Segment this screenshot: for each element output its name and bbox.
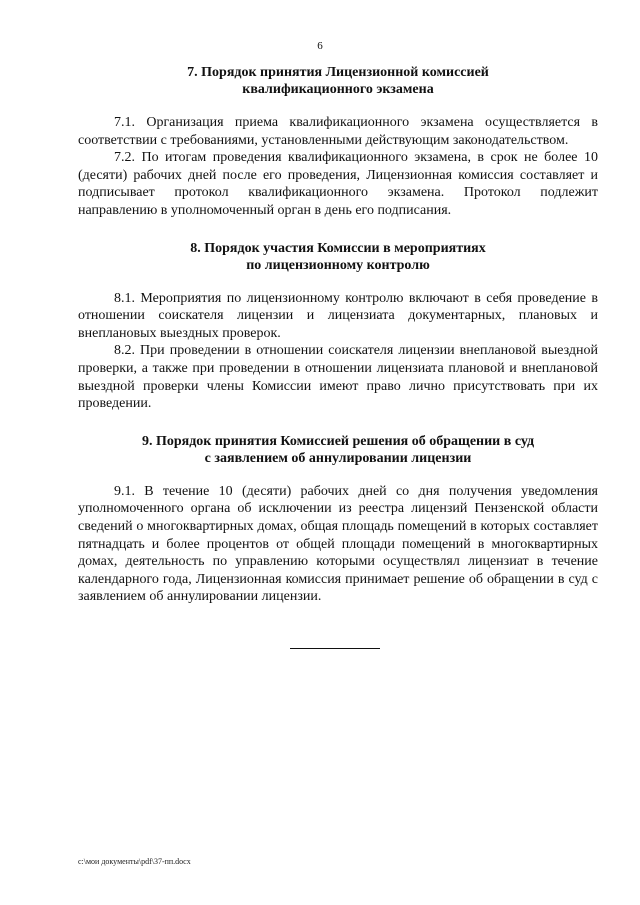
paragraph-7-1: 7.1. Организация приема квалификационного экзамена осуществляется в соответствии с требованиями, установленными действующим законодательством. — [78, 115, 598, 148]
document-body — [78, 64, 598, 606]
section-9-title-line-1: 9. Порядок принятия Комиссией решения об обращении в суд — [141, 433, 535, 449]
end-divider-line — [290, 648, 380, 649]
paragraph-8-2: 8.2. При проведении в отношении соискателя лицензии внеплановой выездной проверки, а также при проведении в отношении лицензиата плановой и внеплановой выездной проверки члены Комиссии имеют право лично присутствовать при их проведении. — [78, 343, 598, 412]
section-9-title — [78, 433, 598, 467]
paragraph-7-2: 7.2. По итогам проведения квалификационного экзамена, в срок не более 10 (десяти) рабочих дней после его проведения, Лицензионная комиссия составляет и подписывает протокол квалификационного экзамена. Протокол подлежит направлению в уполномоченный орган в день его подписания. — [78, 150, 598, 218]
section-7-title — [78, 64, 598, 98]
section-8-title — [78, 240, 598, 274]
page-number: 6 — [317, 40, 323, 52]
section-9-title-line-2: с заявлением об аннулировании лицензии — [204, 450, 472, 466]
section-7-title-line-1: 7. Порядок принятия Лицензионной комиссией — [187, 65, 489, 80]
section-8-title-line-2: по лицензионному контролю — [246, 257, 430, 273]
section-8-title-line-1: 8. Порядок участия Комиссии в мероприятиях — [190, 240, 486, 256]
paragraph-8-1: 8.1. Мероприятия по лицензионному контролю включают в себя проведение в отношении соискателя лицензии и лицензиата документарных, плановых и внеплановых выездных проверок. — [78, 290, 598, 341]
section-7-title-line-2: квалификационного экзамена — [242, 82, 434, 97]
paragraph-9-1: 9.1. В течение 10 (десяти) рабочих дней со дня получения уведомления уполномоченного органа об исключении из реестра лицензий Пензенской области сведений о многоквартирных домах, общая площадь помещений в которых составляет пятнадцать и более процентов от общей площади помещений в многоквартирных домах, деятельность по управлению которыми осуществлял лицензиат в течение календарного года, Лицензионная комиссия принимает решение об обращении в суд с заявлением об аннулировании лицензии. — [78, 483, 598, 605]
footer-file-path: c:\мои документы\pdf\37-пп.docx — [78, 857, 191, 866]
